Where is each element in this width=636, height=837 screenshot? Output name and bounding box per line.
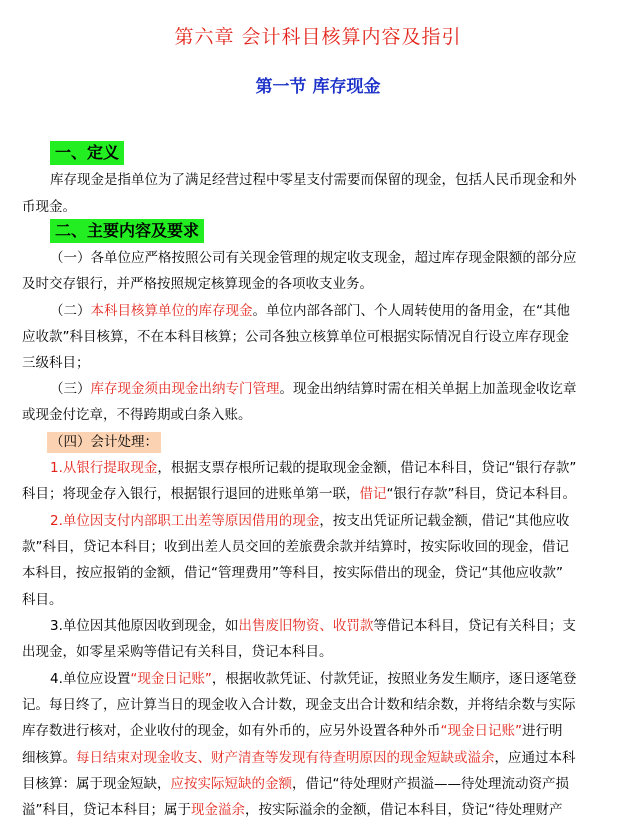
text-run: ，按实际溢余的金额，借记本科目，贷记“待处理财产 [245,802,563,818]
text-run: 。现金出纳结算时需在相关单据上加盖现金收讫章 [279,381,577,397]
text-run: 库存数进行核对，企业收付的现金，如有外币的，应另外设置各种外币 [22,723,441,739]
paragraph-line [50,511,569,532]
text-run: ，按支出凭证所记载金额，借记“其他应收 [319,513,570,529]
text-run: ，根据支票存根所记载的提取现金金额，借记本科目，贷记“银行存款” [157,460,577,476]
paragraph-line: 或现金付讫章，不得跨期或白条入账。 [22,407,252,423]
paragraph-line: 本科目，按应报销的金额，借记“管理费用”等科目，按实际借出的现金，贷记“其他应收款” [22,565,563,581]
paragraph-line [50,379,577,400]
highlight-red: “现金日记账” [130,671,212,687]
text-run: 。单位内部各部门、个人周转使用的备用金，在“其他 [252,303,570,319]
paragraph-line [22,721,563,742]
heading-definition: 一、定义 [50,141,124,165]
section-title: 第一节 库存现金 [255,77,381,97]
text-run: ，借记“待处理财产损溢——待处理流动资产损 [292,776,569,792]
paragraph-line: 三级科目； [22,355,90,371]
text-run: ，根据收款凭证、付款凭证，按照业务发生顺序，逐日逐笔登 [211,671,577,687]
text-run: 4.单位应设置 [50,671,131,687]
paragraph-line [50,616,576,637]
text-run: 科目；将现金存入银行，根据银行退回的进账单第一联， [22,486,360,502]
paragraph-line [22,748,576,769]
text-run: “银行存款”科目，贷记本科目。 [386,486,576,502]
paragraph-line: 款”科目，贷记本科目；收到出差人员交回的差旅费余款并结算时，按实际收回的现金，借记 [22,539,569,555]
paragraph-line [50,301,570,322]
paragraph-line [22,800,563,821]
subheading-accounting: （四）会计处理： [47,432,161,453]
paragraph-line: 出现金，如零星采购等借记有关科目，贷记本科目。 [22,644,333,660]
text-run: 等借记本科目，贷记有关科目；支 [373,618,576,634]
text-run: 目核算：属于现金短缺， [22,776,171,792]
highlight-red: 1.从银行提取现金 [50,460,158,476]
paragraph-line: 记。每日终了，应计算当日的现金收入合计数，现金支出合计数和结余数，并将结余数与实际 [22,697,576,713]
text-run: 3.单位因其他原因收到现金，如 [50,618,239,634]
paragraph-line [22,484,576,505]
highlight-red: 每日结束对现金收支、财产清查等发现有待查明原因的现金短缺或溢余 [76,750,495,766]
text-run: 溢”科目，贷记本科目；属于 [22,802,191,818]
text-run: ，应通过本科 [494,750,576,766]
heading-main-content: 二、主要内容及要求 [50,219,204,243]
highlight-red: 出售废旧物资、收罚款 [238,618,374,634]
paragraph-line: 应收款”科目核算，不在本科目核算；公司各独立核算单位可根据实际情况自行设立库存现金 [22,329,569,345]
paragraph-line: 科目。 [22,592,63,608]
highlight-red: 应按实际短缺的金额 [170,776,292,792]
paragraph-line [50,458,576,479]
paragraph-line: 及时交存银行，并严格按照规定核算现金的各项收支业务。 [22,276,373,292]
highlight-red: 现金溢余 [191,802,245,818]
highlight-red: 本科目核算单位的库存现金 [90,303,253,319]
paragraph-line: 库存现金是指单位为了满足经营过程中零星支付需要而保留的现金，包括人民币现金和外 [50,172,577,188]
chapter-title: 第六章 会计科目核算内容及指引 [174,26,462,48]
text-run: 细核算。 [22,750,76,766]
paragraph-line [22,774,569,795]
paragraph-line: （一）各单位应严格按照公司有关现金管理的规定收支现金，超过库存现金限额的部分应 [50,250,577,266]
highlight-red: 2.单位因支付内部职工出差等原因借用的现金 [50,513,320,529]
paragraph-line [50,669,576,690]
text-run: （二） [50,303,91,319]
paragraph-line: 币现金。 [22,199,76,215]
highlight-red: “现金日记账” [440,723,522,739]
highlight-red: 库存现金须由现金出纳专门管理 [90,381,280,397]
highlight-red: 借记 [359,486,387,502]
text-run: 进行明 [522,723,563,739]
text-run: （三） [50,381,91,397]
